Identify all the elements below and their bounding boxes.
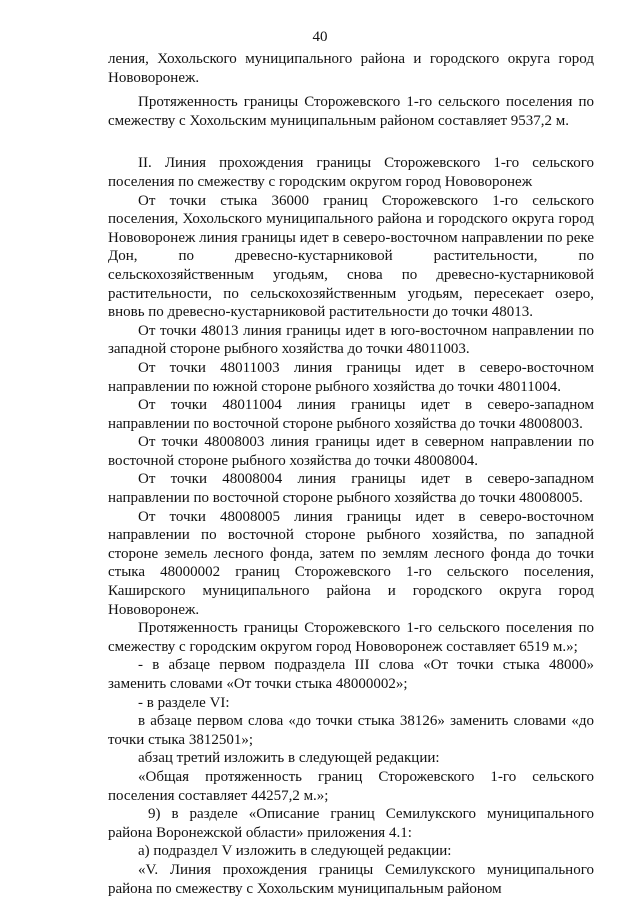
paragraph-amend-point-38126: в абзаце первом слова «до точки стыка 38126» заменить словами «до точки стыка 3812501»; (108, 713, 594, 748)
paragraph-point-48008003: От точки 48008003 линия границы идет в северном направлении по восточной стороне рыбного хозяйства до точки 48008004. (108, 434, 594, 469)
paragraph-point-48008004: От точки 48008004 линия границы идет в северо-западном направлении по восточной стороне рыбного хозяйства до точки 48008005. (108, 471, 594, 507)
paragraph-point-48013: От точки 48013 линия границы идет в юго-восточном направлении по западной стороне рыбного хозяйства до точки 48011003. (108, 322, 594, 358)
paragraph-amend-section-iii: - в абзаце первом подраздела III слова «От точки стыка 48000» заменить словами «От точки стыка 48000002»; (108, 657, 594, 692)
page-number: 40 (312, 29, 328, 45)
document-body (108, 50, 594, 898)
paragraph-section-vi: - в разделе VI: (138, 694, 230, 711)
paragraph-total-length: «Общая протяженность границ Сторожевского 1-го сельского поселения составляет 44257,2 м.»; (108, 768, 594, 804)
paragraph-continuation: ления, Хохольского муниципального района и городского округа город Нововоронеж. (108, 51, 594, 86)
paragraph-third-abzac: абзац третий изложить в следующей редакции: (138, 750, 440, 767)
paragraph-item-a: а) подраздел V изложить в следующей редакции: (138, 843, 452, 860)
paragraph-item-9: 9) в разделе «Описание границ Семилукского муниципального района Воронежской области» приложения 4.1: (108, 806, 594, 841)
paragraph-point-48008005: От точки 48008005 линия границы идет в северо-восточном направлении по восточной стороне рыбного хозяйства, по западной стороне земель лесного фонда, затем по землям лесного фонда до точки стыка 48000002 границ Сторожевского 1-го сельского поселения, Каширского муниципального района и городского округа город Нововоронеж. (108, 508, 594, 618)
paragraph-length-hokholsky: Протяженность границы Сторожевского 1-го сельского поселения по смежеству с Хохольским муниципальным районом составляет 9537,2 м. (108, 94, 594, 129)
section-heading-ii: II. Линия прохождения границы Сторожевского 1-го сельского поселения по смежеству с городским округом город Нововоронеж (108, 155, 594, 190)
paragraph-point-36000: От точки стыка 36000 границ Сторожевского 1-го сельского поселения, Хохольского муниципального района и городского округа город Нововоронеж линия границы идет в северо-восточном направлении по реке Дон, по древесно-кустарниковой растительности, по сельскохозяйственным угодьям, снова по древесно-кустарниковой растительности, по сельскохозяйственным угодьям, пересекает озеро, вновь по древесно-кустарниковой растительности до точки 48013. (108, 192, 594, 321)
paragraph-section-v-semiluki: «V. Линия прохождения границы Семилукского муниципального района по смежеству с Хохольским муниципальным районом (108, 861, 594, 897)
paragraph-length-novovoronezh: Протяженность границы Сторожевского 1-го сельского поселения по смежеству с городским округом город Нововоронеж составляет 6519 м.»; (108, 620, 594, 655)
paragraph-point-48011004: От точки 48011004 линия границы идет в северо-западном направлении по восточной стороне рыбного хозяйства до точки 48008003. (108, 397, 594, 432)
paragraph-point-48011003: От точки 48011003 линия границы идет в северо-восточном направлении по южной стороне рыбного хозяйства до точки 48011004. (108, 359, 594, 395)
